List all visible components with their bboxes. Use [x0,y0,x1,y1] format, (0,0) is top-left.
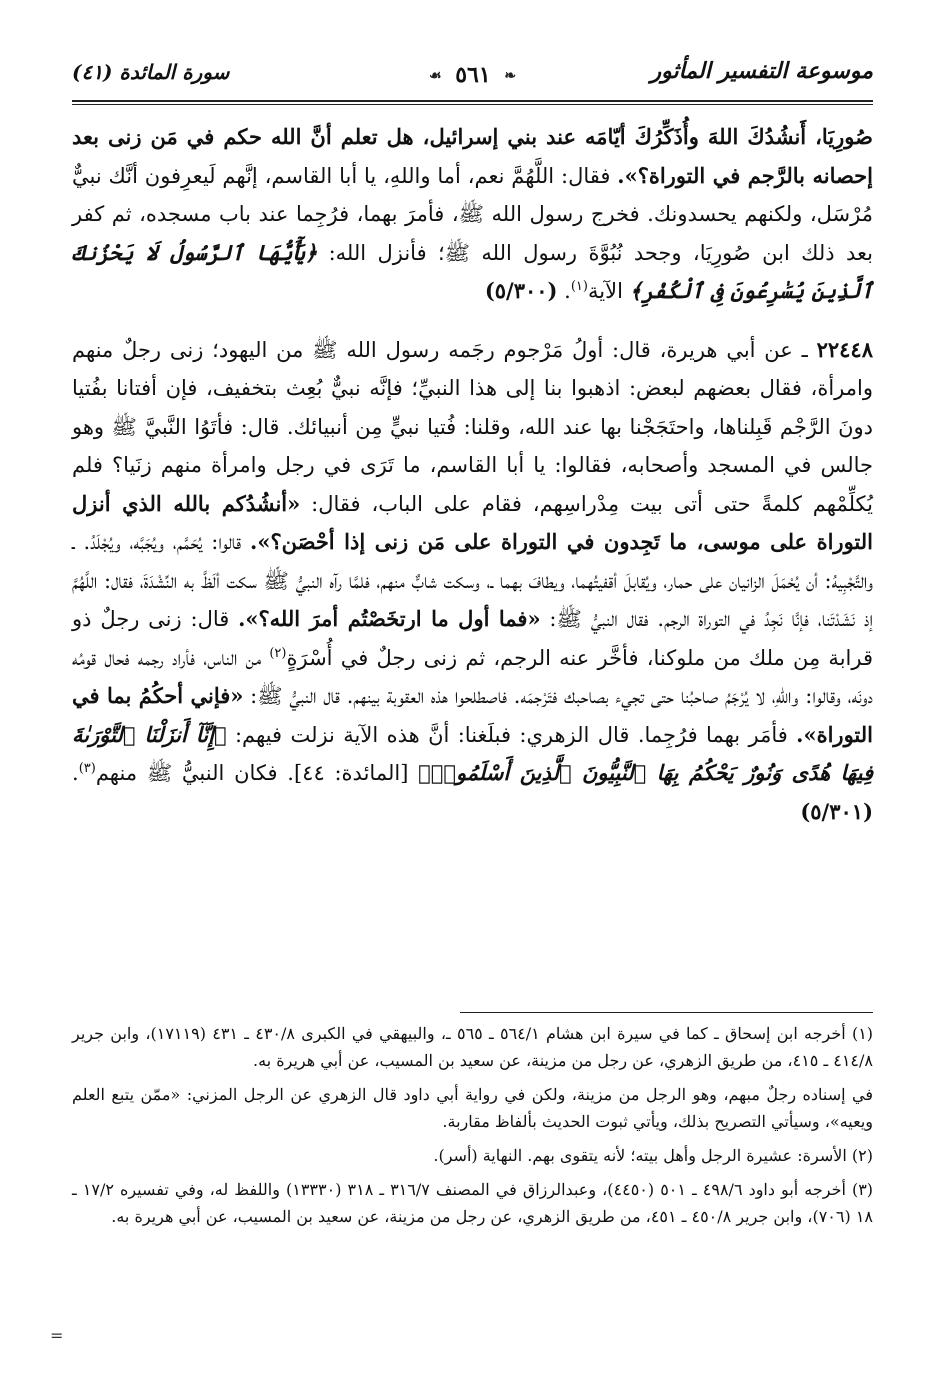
page-number: ٥٦١ [455,62,491,88]
header-rule-thin [72,104,873,105]
main-text [72,118,873,831]
narrative-text: فقال: اللَّهُمَّ نعم، أما واللهِ، يا أبا القاسم، إنَّهم لَيعرِفون أنَّك نبيٌّ مُرْسَل، ولكنهم يحسدونك. فخرج رسول الله ﷺ، فأمرَ بهما، فرُجِما عند باب مسجده، ثم كفر بعد ذلك ابن صُورِيَا، وجحد نُبُوَّةَ رسول الله ﷺ؛ فأنزل الله: [72,163,873,265]
quran-verse: ﴿يَٰٓأَيُّهَا ٱلرَّسُولُ لَا يَحْزُنكَ ٱلَّذِينَ يُسَٰرِعُونَ فِى ٱلْكُفْرِ﴾ [72,239,873,303]
book-title: موسوعة التفسير المأثور [650,58,873,84]
narrative-text: قال: زنى رجلٌ ذو قرابة مِن ملك من ملوكنا، فأخَّر عنه الرجم، ثم زنى رجلٌ في أُسْرَةٍ [72,607,873,670]
narrative-text: الآية [587,279,630,303]
quote-text: صُورِيَا، أَنشُدُكَ اللهَ وأُذَكِّرُكَ أيّامَه عند بني إسرائيل، هل تعلم أنَّ الله حكم في مَن زنى بعد إحصانه بالرَّجم في التوراة؟». [72,124,873,188]
footnote-3: (٣) أخرجه أبو داود ٤٩٨/٦ ـ ٥٠١ (٤٤٥٠)، وعبدالرزاق في المصنف ٣١٦/٧ ـ ٣١٨ (١٣٣٣٠) واللفظ له، وفي تفسيره ١٧/٢ ـ ١٨ (٧٠٦)، وابن جرير ٤٥٠/٨ ـ ٤٥١، من طريق الزهري، عن رجل من مزينة، عن سعيد بن المسيب، عن أبي هريرة به. [72,1180,874,1226]
footnote-marker: (١) [570,279,588,294]
quote-text: «فما أول ما ارتخَصْتُم أمرَ الله؟». [238,606,541,631]
footnote-marker: (٢) [269,645,287,661]
narrative-text: قالوا: يُحَمَّم، ويُجَبَّه، ويُجْلَدُ. ـ والتَّجْبِيهُ: أن يُحْمَلَ الزانيان على حمار، ويُقابلَ أقفيتُهما، ويطافَ بهما ـ، وسكت شابٌّ منهم، فلمَّا رآه النبيُّ ﷺ سكت ألَظَّ به النِّشْدَةَ، فقال: اللَّهُمَّ إذ نَشَدْتَنا، فإنَّا نَجِدُ في التوراة الرجم. فقال النبيُّ ﷺ: [72,530,874,631]
cross-reference: (٥/٣٠١) [800,798,873,824]
quran-verse: ﴿إِنَّآ أَنزَلْنَا ٱلتَّوْرَىٰةَ فِيهَا هُدًى وَنُورٌ يَحْكُمُ بِهَا ٱلنَّبِيُّونَ ٱلَّذِينَ أَسْلَمُوا۟﴾ [72,721,873,785]
quote-text: «أنشُدُكم بالله الذي أنزل التوراة على موسى، ما تَجِدون في التوراة على مَن زنى إذا أحْصَن؟». [72,490,873,554]
paragraph-hadith-22448 [72,331,873,832]
paragraph-hadith-continued [72,118,873,311]
surah-label: سورة المائدة (٤١) [72,60,230,84]
cross-reference: (٥/٣٠٠) [484,278,558,303]
ornament-right-icon: ❧ [504,68,517,84]
quote-text: «فإني أحكُمُ بما في التوراة». [72,683,873,747]
narrative-text: [المائدة: ٤٤]. فكان النبيُّ ﷺ منهم [95,761,419,785]
footnote-2: (٢) الأسرة: عشيرة الرجل وأهل بيته؛ لأنه يتقوى بهم. النهاية (أسر). [433,1146,873,1165]
narrative-text: ـ عن أبي هريرة، قال: أولُ مَرْجوم رجَمه رسول الله ﷺ من اليهود؛ زنى رجلٌ منهم وامرأة، فقال بعضهم لبعض: اذهبوا بنا إلى هذا النبيِّ؛ فإنَّه نبيٌّ بُعِث بتخفيف، فإن أفتانا بفُتيا دونَ الرَّجْم قَبِلناها، واحتَجَجْنا بها عند الله، وقلنا: فُتيا نبيٍّ مِن أنبيائك. قال: فأتَوُا النَّبيَّ ﷺ وهو جالس في المسجد وأصحابه، فقالوا: يا أبا القاسم، ما تَرَى في رجل وامرأة منهم زنَيا؟ فلم يُكلِّمْهم كلمةً حتى أتى بيت مِدْراسِهم، فقام على الباب، فقال: [72,337,873,516]
footnote-marker: (٣) [78,761,96,776]
footnotes [72,1020,873,1237]
footnote-1: (١) أخرجه ابن إسحاق ـ كما في سيرة ابن هشام ٥٦٤/١ ـ ٥٦٥ ـ، والبيهقي في الكبرى ٤٣٠/٨ ـ ٤٣١ (١٧١١٩)، وابن جرير ٤١٤/٨ ـ ٤١٥، من طريق الزهري، عن رجل من مزينة، عن سعيد بن المسيب، عن أبي هريرة به. [72,1024,874,1070]
narrative-text: من الناس، فأراد رجمه فحال قومُه دونَه، وقالوا: واللهِ، لا يُرْجَمُ صاحبُنا حتى تجيء بصاحبك فتَرْجمَه. فاصطلحوا هذه العقوبة بينهم. قال النبيُّ ﷺ: [72,645,873,708]
narrative-text: . [72,761,79,785]
narrative-text: . [557,279,571,303]
narrative-text: فأمَر بهما فرُجِما. قال الزهري: فبلَغنا: أنَّ هذه الآية نزلت فيهم: [226,722,797,747]
ornament-left-icon: ☙ [428,68,442,84]
margin-mark: = [50,1326,64,1345]
header-rule [72,100,873,102]
footnote-1-comment: في إسناده رجلٌ مبهم، وهو الرجل من مزينة، ولكن في رواية أبي داود قال الزهري عن الرجل المزني: «ممّن يتبع العلم ويعيه»، وسيأتي التصريح بذلك، ويأتي ثبوت الحديث بألفاظ مقاربة. [72,1085,873,1131]
hadith-number: ٢٢٤٤٨ [816,336,873,362]
page-header [72,58,873,98]
footnote-separator [460,1012,873,1013]
